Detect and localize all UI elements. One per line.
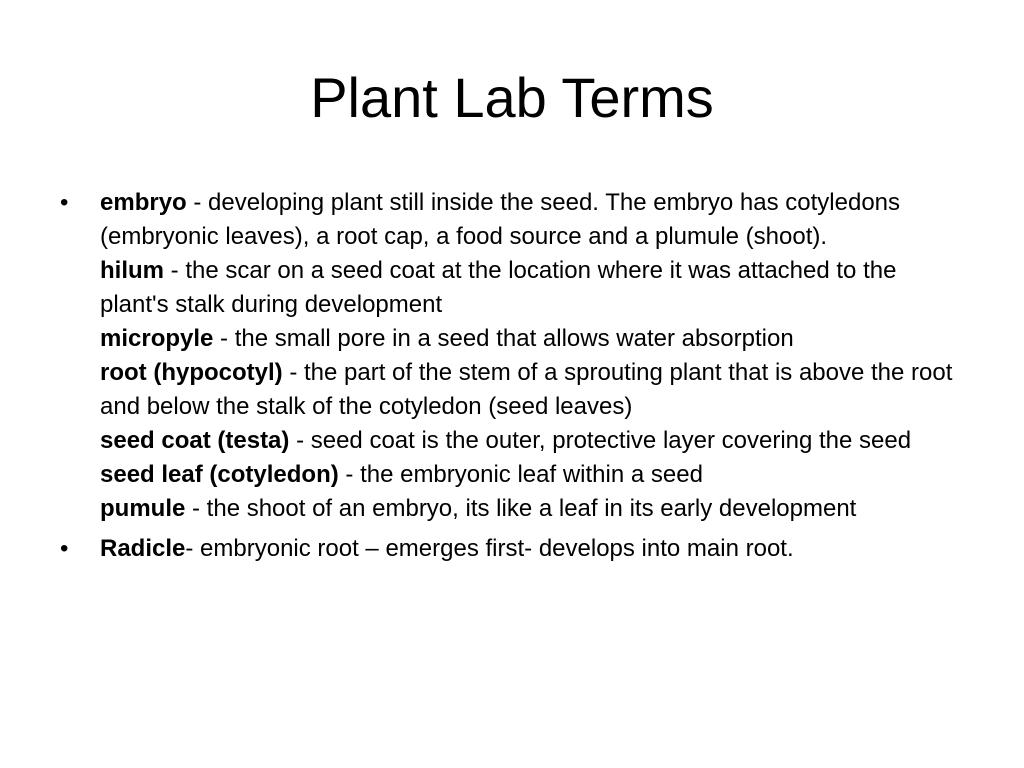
term-label: pumule [100, 495, 186, 522]
bullet-list [60, 186, 960, 572]
term-label: micropyle [100, 325, 214, 352]
bullet-icon: • [60, 189, 69, 216]
term-entry-seed-leaf [100, 458, 960, 492]
bullet-icon: • [60, 535, 69, 562]
slide-title: Plant Lab Terms [310, 66, 714, 129]
term-definition: - the small pore in a seed that allows water absorption [213, 325, 794, 352]
term-label: embryo [100, 189, 187, 216]
term-label: hilum [100, 257, 164, 284]
term-definition: - the embryonic leaf within a seed [338, 461, 703, 488]
term-label: root (hypocotyl) [100, 359, 283, 386]
term-entry-hilum [100, 254, 960, 322]
term-entry-micropyle [100, 322, 960, 356]
term-entry-root [100, 356, 960, 424]
term-entry-pumule [100, 492, 960, 526]
term-definition: - embryonic root – emerges first- develops into main root. [185, 535, 794, 562]
term-definition: - the part of the stem of a sprouting plant that is above the root and below the stalk of the cotyledon (seed leaves) [100, 359, 953, 420]
term-definition: - developing plant still inside the seed. The embryo has cotyledons (embryonic leaves), a root cap, a food source and a plumule (shoot). [100, 189, 901, 250]
bullet-item-radicle [60, 532, 960, 566]
term-definition: - seed coat is the outer, protective layer covering the seed [289, 427, 912, 454]
term-label: Radicle [100, 535, 186, 562]
term-entry-radicle [100, 532, 960, 566]
term-label: seed coat (testa) [100, 427, 290, 454]
term-definition: - the scar on a seed coat at the location where it was attached to the plant's stalk during development [100, 257, 897, 318]
term-definition: - the shoot of an embryo, its like a leaf in its early development [185, 495, 857, 522]
term-entry-seed-coat [100, 424, 960, 458]
term-entry-embryo [100, 186, 960, 254]
term-label: seed leaf (cotyledon) [100, 461, 339, 488]
bullet-item-seed-terms [60, 186, 960, 526]
